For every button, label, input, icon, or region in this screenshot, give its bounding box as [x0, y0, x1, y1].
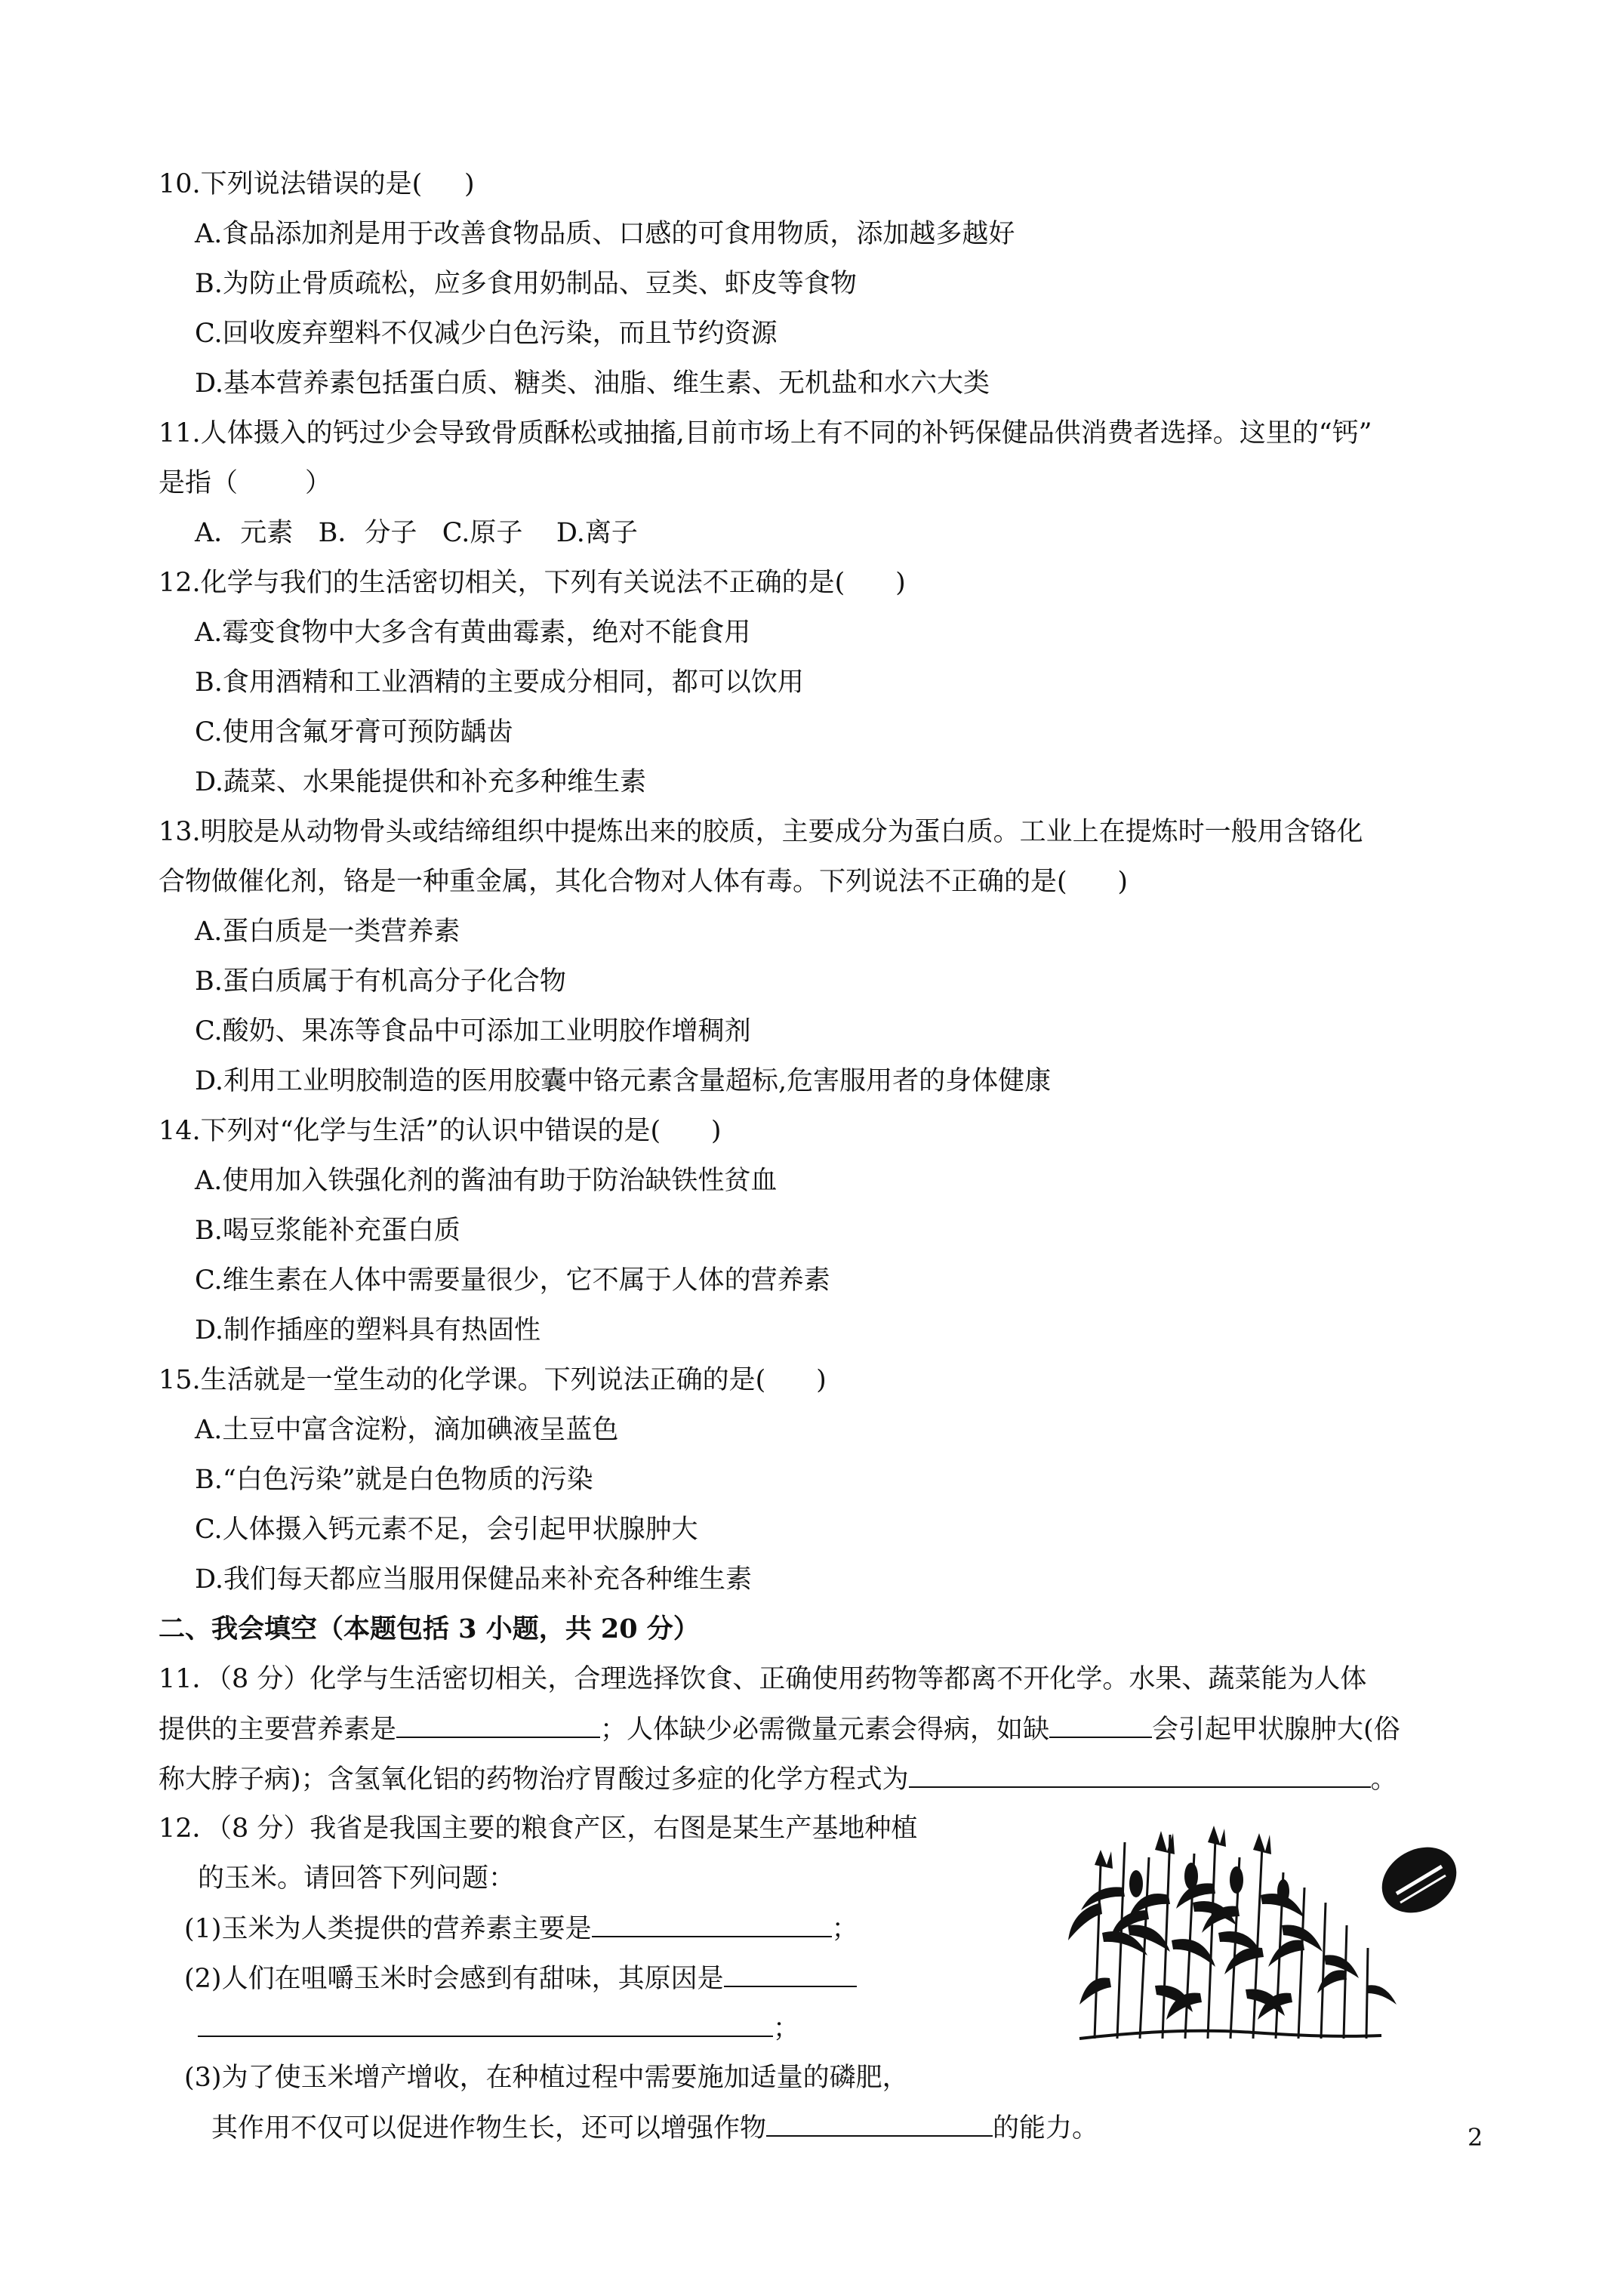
answer-blank[interactable] — [1049, 1714, 1152, 1738]
fill11-line1: 11．（8 分）化学与生活密切相关，合理选择饮食、正确使用药物等都离不开化学。水果、蔬菜能为人体 — [159, 1664, 1367, 1694]
fill12-line2: 的玉米。请回答下列问题： — [198, 1863, 516, 1894]
q14-option-b: B.喝豆浆能补充蛋白质 — [195, 1216, 460, 1246]
q13-option-d: D.利用工业明胶制造的医用胶囊中铬元素含量超标,危害服用者的身体健康 — [195, 1066, 1052, 1096]
q13-stem-line2: 合物做催化剂，铬是一种重金属，其化合物对人体有毒。下列说法不正确的是( ) — [159, 867, 1129, 897]
page-number: 2 — [1467, 2123, 1483, 2152]
q15-stem: 15.生活就是一堂生动的化学课。下列说法正确的是( ) — [159, 1365, 827, 1395]
q14-option-d: D.制作插座的塑料具有热固性 — [195, 1315, 540, 1345]
answer-blank[interactable] — [198, 2013, 773, 2037]
fill12-part3-cont — [211, 2113, 1098, 2143]
q10-stem: 10.下列说法错误的是( ) — [159, 169, 475, 199]
fill12-part3-end: 的能力。 — [993, 2113, 1099, 2143]
q12-option-c: C.使用含氟牙膏可预防龋齿 — [195, 717, 513, 747]
fill12-line1: 12．（8 分）我省是我国主要的粮食产区，右图是某生产基地种植 — [159, 1814, 918, 1844]
q10-option-a: A.食品添加剂是用于改善食物品质、口感的可食用物质，添加越多越好 — [195, 219, 1015, 249]
q15-option-a: A.土豆中富含淀粉，滴加碘液呈蓝色 — [195, 1415, 619, 1445]
fill12-part3-text: 其作用不仅可以促进作物生长，还可以增强作物 — [211, 2113, 767, 2143]
section-heading: 二、我会填空（本题包括 3 小题，共 20 分） — [159, 1613, 700, 1644]
fill12-part1-text: (1)玉米为人类提供的营养素主要是 — [184, 1914, 592, 1944]
fill12-part2-end: ； — [773, 2014, 800, 2044]
q11-stem-line2: 是指（ ） — [159, 468, 332, 498]
q11-stem-line1: 11.人体摄入的钙过少会导致骨质酥松或抽搐,目前市场上有不同的补钙保健品供消费者选择。这里的“钙” — [159, 418, 1372, 448]
q12-option-a: A.霉变食物中大多含有黄曲霉素，绝对不能食用 — [195, 618, 751, 648]
q15-option-b: B.“白色污染”就是白色物质的污染 — [195, 1465, 593, 1495]
answer-blank[interactable] — [724, 1963, 857, 1987]
fill11-text-b: ；人体缺少必需微量元素会得病，如缺 — [600, 1715, 1050, 1745]
answer-blank[interactable] — [766, 2113, 993, 2137]
q12-option-b: B.食用酒精和工业酒精的主要成分相同，都可以饮用 — [195, 667, 804, 698]
q15-option-c: C.人体摄入钙元素不足，会引起甲状腺肿大 — [195, 1515, 698, 1545]
q13-option-c: C.酸奶、果冻等食品中可添加工业明胶作增稠剂 — [195, 1016, 751, 1046]
fill11-text-d: 称大脖子病)；含氢氧化铝的药物治疗胃酸过多症的化学方程式为 — [159, 1764, 909, 1795]
fill12-part2-text: (2)人们在咀嚼玉米时会感到有甜味，其原因是 — [184, 1964, 724, 1994]
corn-field-image — [1064, 1812, 1464, 2054]
q13-stem-line1: 13.明胶是从动物骨头或结缔组织中提炼出来的胶质，主要成分为蛋白质。工业上在提炼时一般用含铬化 — [159, 817, 1363, 847]
answer-blank[interactable] — [909, 1764, 1371, 1788]
q12-stem: 12.化学与我们的生活密切相关，下列有关说法不正确的是( ) — [159, 568, 906, 598]
fill11-line2 — [159, 1714, 1400, 1745]
q10-option-b: B.为防止骨质疏松，应多食用奶制品、豆类、虾皮等食物 — [195, 269, 857, 299]
fill12-part1 — [184, 1913, 858, 1944]
q10-option-c: C.回收废弃塑料不仅减少白色污染，而且节约资源 — [195, 319, 778, 349]
q13-option-a: A.蛋白质是一类营养素 — [195, 917, 460, 947]
q14-option-a: A.使用加入铁强化剂的酱油有助于防治缺铁性贫血 — [195, 1166, 778, 1196]
fill11-text-e: 。 — [1370, 1764, 1397, 1795]
q13-option-b: B.蛋白质属于有机高分子化合物 — [195, 966, 566, 997]
q14-stem: 14.下列对“化学与生活”的认识中错误的是( ) — [159, 1116, 722, 1146]
answer-blank[interactable] — [592, 1913, 832, 1937]
q14-option-c: C.维生素在人体中需要量很少，它不属于人体的营养素 — [195, 1265, 830, 1296]
fill12-part2-cont — [198, 2013, 799, 2044]
fill12-part1-end: ； — [831, 1914, 858, 1944]
q15-option-d: D.我们每天都应当服用保健品来补充各种维生素 — [195, 1564, 752, 1595]
q12-option-d: D.蔬菜、水果能提供和补充多种维生素 — [195, 767, 646, 797]
fill12-part3: (3)为了使玉米增产增收，在种植过程中需要施加适量的磷肥， — [184, 2063, 909, 2093]
fill12-part2 — [184, 1963, 857, 1994]
answer-blank[interactable] — [396, 1714, 600, 1738]
q11-options: A．元素 B．分子 C.原子 D.离子 — [195, 518, 638, 548]
fill11-text-c: 会引起甲状腺肿大(俗 — [1152, 1715, 1400, 1745]
fill11-line3 — [159, 1764, 1397, 1795]
fill11-text-a: 提供的主要营养素是 — [159, 1715, 397, 1745]
q10-option-d: D.基本营养素包括蛋白质、糖类、油脂、维生素、无机盐和水六大类 — [195, 368, 990, 399]
